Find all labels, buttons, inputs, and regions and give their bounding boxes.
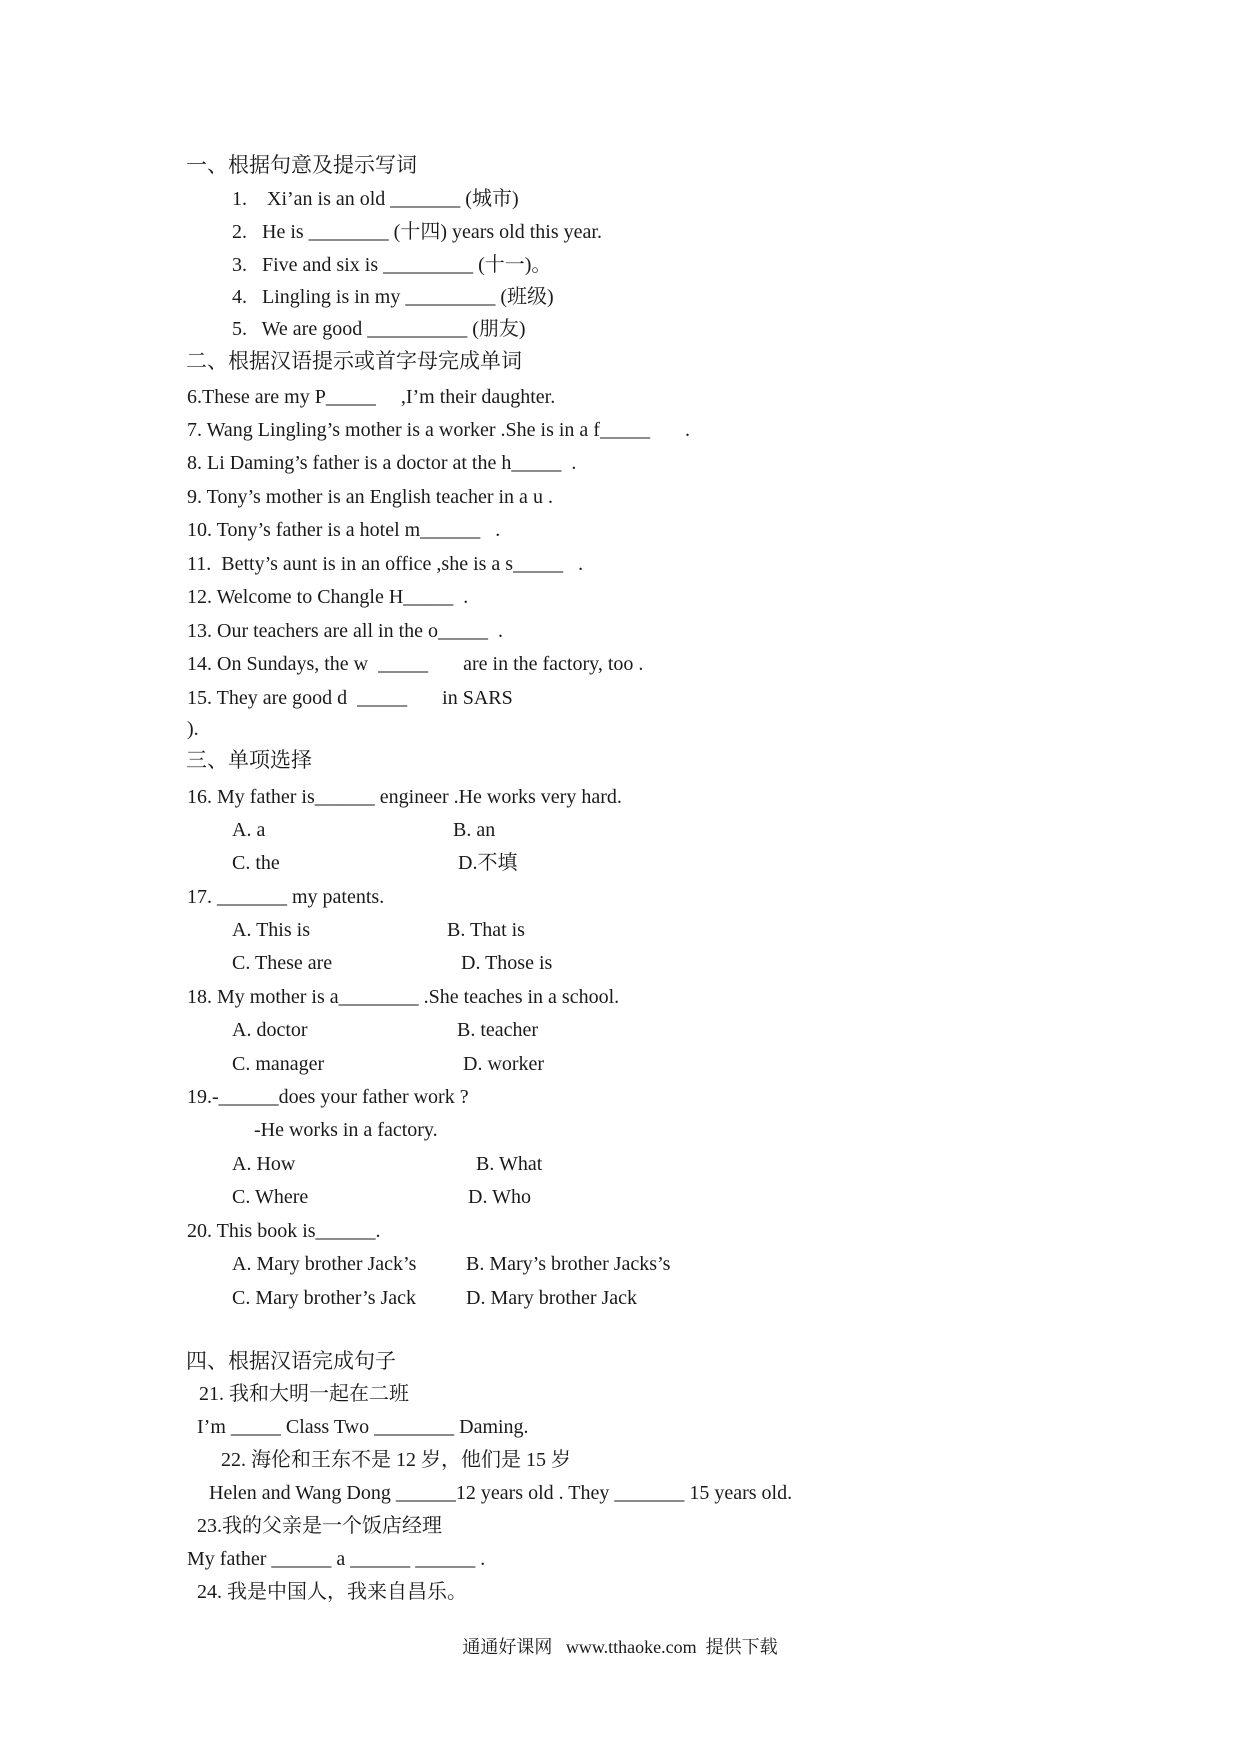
question-18-stem: 18. My mother is a________ .She teaches in a school. (187, 986, 620, 1008)
question-11: 11. Betty’s aunt is in an office ,she is a s_____ . (187, 553, 584, 575)
section-1-heading: 一、根据句意及提示写词 (186, 153, 417, 177)
question-16-option-b: B. an (453, 819, 496, 841)
question-20-option-b: B. Mary’s brother Jacks’s (466, 1253, 671, 1275)
question-3: 3. Five and six is _________ (十一)。 (232, 254, 552, 276)
question-16-option-d: D.不填 (458, 852, 518, 874)
question-19-response: -He works in a factory. (254, 1119, 438, 1141)
section-3-heading: 三、单项选择 (186, 748, 312, 772)
question-21-chinese: 21. 我和大明一起在二班 (199, 1383, 409, 1405)
question-17-option-d: D. Those is (461, 952, 553, 974)
question-8: 8. Li Daming’s father is a doctor at the h_____ . (187, 452, 577, 474)
question-19-option-a: A. How (232, 1153, 296, 1175)
question-18-option-a: A. doctor (232, 1019, 308, 1041)
question-14: 14. On Sundays, the w _____ are in the factory, too . (187, 653, 644, 675)
question-12: 12. Welcome to Changle H_____ . (187, 586, 469, 608)
question-13: 13. Our teachers are all in the o_____ . (187, 620, 504, 642)
question-16-stem: 16. My father is______ engineer .He works very hard. (187, 786, 622, 808)
question-7: 7. Wang Lingling’s mother is a worker .She is in a f_____ . (187, 419, 690, 441)
question-17-option-b: B. That is (447, 919, 525, 941)
question-24-chinese: 24. 我是中国人，我来自昌乐。 (197, 1581, 467, 1603)
question-10: 10. Tony’s father is a hotel m______ . (187, 519, 501, 541)
section-4-heading: 四、根据汉语完成句子 (186, 1349, 396, 1373)
question-5: 5. We are good __________ (朋友) (232, 318, 526, 340)
question-2: 2. He is ________ (十四) years old this year. (232, 221, 602, 243)
question-15: 15. They are good d _____ in SARS (187, 687, 513, 709)
question-23-english: My father ______ a ______ ______ . (187, 1548, 486, 1570)
question-18-option-d: D. worker (463, 1053, 545, 1075)
question-19-option-b: B. What (476, 1153, 543, 1175)
page-footer: 通通好课网 www.tthaoke.com 提供下载 (462, 1637, 778, 1657)
question-18-option-b: B. teacher (457, 1019, 539, 1041)
question-20-stem: 20. This book is______. (187, 1220, 381, 1242)
question-19-stem: 19.-______does your father work ? (187, 1086, 469, 1108)
question-23-chinese: 23.我的父亲是一个饭店经理 (197, 1515, 442, 1537)
question-15-continuation: ). (187, 718, 199, 740)
question-20-option-c: C. Mary brother’s Jack (232, 1287, 417, 1309)
question-17-option-a: A. This is (232, 919, 310, 941)
question-9: 9. Tony’s mother is an English teacher in a u . (187, 486, 553, 508)
question-21-english: I’m _____ Class Two ________ Daming. (197, 1416, 529, 1438)
question-17-option-c: C. These are (232, 952, 333, 974)
question-19-option-d: D. Who (468, 1186, 531, 1208)
question-1: 1. Xi’an is an old _______ (城市) (232, 188, 519, 210)
question-4: 4. Lingling is in my _________ (班级) (232, 286, 554, 308)
question-6: 6.These are my P_____ ,I’m their daughter. (187, 386, 556, 408)
question-22-english: Helen and Wang Dong ______12 years old . They _______ 15 years old. (209, 1482, 793, 1504)
question-16-option-a: A. a (232, 819, 266, 841)
question-19-option-c: C. Where (232, 1186, 309, 1208)
question-16-option-c: C. the (232, 852, 280, 874)
question-22-chinese: 22. 海伦和王东不是 12 岁，他们是 15 岁 (221, 1449, 571, 1471)
question-20-option-a: A. Mary brother Jack’s (232, 1253, 417, 1275)
question-17-stem: 17. _______ my patents. (187, 886, 385, 908)
question-18-option-c: C. manager (232, 1053, 325, 1075)
question-20-option-d: D. Mary brother Jack (466, 1287, 638, 1309)
section-2-heading: 二、根据汉语提示或首字母完成单词 (186, 349, 522, 373)
